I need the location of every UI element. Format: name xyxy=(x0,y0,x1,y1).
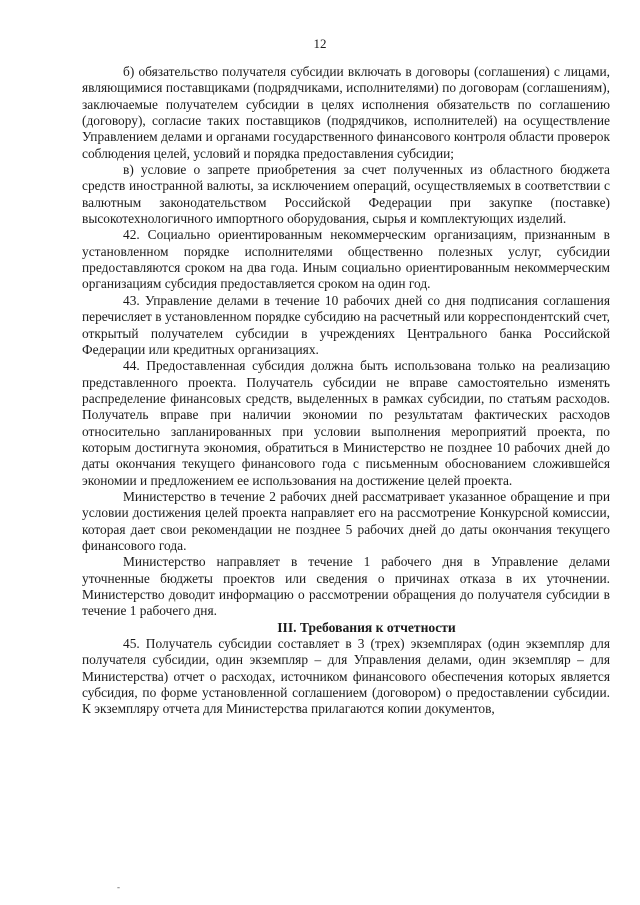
paragraph-42: 42. Социально ориентированным некоммерческим организациям, признанным в установленном порядке исполнителями общественно полезных услуг, субсидии предоставляются сроком на два года. Иным социально ориентированным некоммерческим организациям субсидия предоставляется сроком на один год. xyxy=(82,227,610,292)
document-body xyxy=(82,64,610,718)
paragraph-45: 45. Получатель субсидии составляет в 3 (трех) экземплярах (один экземпляр для получателя субсидии, один экземпляр – для Управления делами, один экземпляр – для Министерства) отчет о расходах, источником финансового обеспечения которых является субсидия, по форме установленной соглашением (договором) о предоставлении субсидии. К экземпляру отчета для Министерства прилагаются копии документов, xyxy=(82,636,610,717)
section-heading: III. Требования к отчетности xyxy=(277,619,456,635)
footer-mark: - xyxy=(117,882,120,892)
paragraph-ministry-sends: Министерство направляет в течение 1 рабочего дня в Управление делами уточненные бюджеты проектов или сведения о причинах отказа в их уточнении. Министерство доводит информацию о рассмотрении обращения до получателя субсидии в течение 1 рабочего дня. xyxy=(82,554,610,619)
page-number: 12 xyxy=(313,36,327,51)
paragraph-43: 43. Управление делами в течение 10 рабочих дней со дня подписания соглашения перечисляет в установленном порядке субсидию на расчетный или корреспондентский счет, открытый получателем субсидии в учреждениях Центрального банка Российской Федерации или кредитных организациях. xyxy=(82,292,610,357)
paragraph-ministry-review: Министерство в течение 2 рабочих дней рассматривает указанное обращение и при условии достижения целей проекта направляет его на рассмотрение Конкурсной комиссии, которая дает свои рекомендации не позднее 5 рабочих дней до даты окончания текущего финансового года. xyxy=(82,488,610,553)
paragraph-44: 44. Предоставленная субсидия должна быть использована только на реализацию представленного проекта. Получатель субсидии не вправе самостоятельно изменять распределение финансовых средств, выделенных в рамках субсидии, по статьям расходов. Получатель вправе при наличии экономии по результатам фактических расходов относительно запланированных при условии выполнения мероприятий проекта, по которым достигнута экономия, обратиться в Министерство не позднее 10 рабочих дней до даты окончания текущего финансового года с письменным обоснованием сложившейся экономии и предложением ее использования на достижение целей проекта. xyxy=(82,358,610,488)
paragraph-b: б) обязательство получателя субсидии включать в договоры (соглашения) с лицами, являющимися поставщиками (подрядчиками, исполнителями) по договорам (соглашениям), заключаемые получателем субсидии в целях исполнения обязательств по соглашению (договору), согласие таких поставщиков (подрядчиков, исполнителей) на осуществление Управлением делами и органами государственного финансового контроля области проверок соблюдения целей, условий и порядка предоставления субсидии; xyxy=(82,64,610,161)
paragraph-v: в) условие о запрете приобретения за счет полученных из областного бюджета средств иностранной валюты, за исключением операций, осуществляемых в соответствии с валютным законодательством Российской Федерации при закупке (поставке) высокотехнологичного импортного оборудования, сырья и комплектующих изделий. xyxy=(82,162,610,227)
